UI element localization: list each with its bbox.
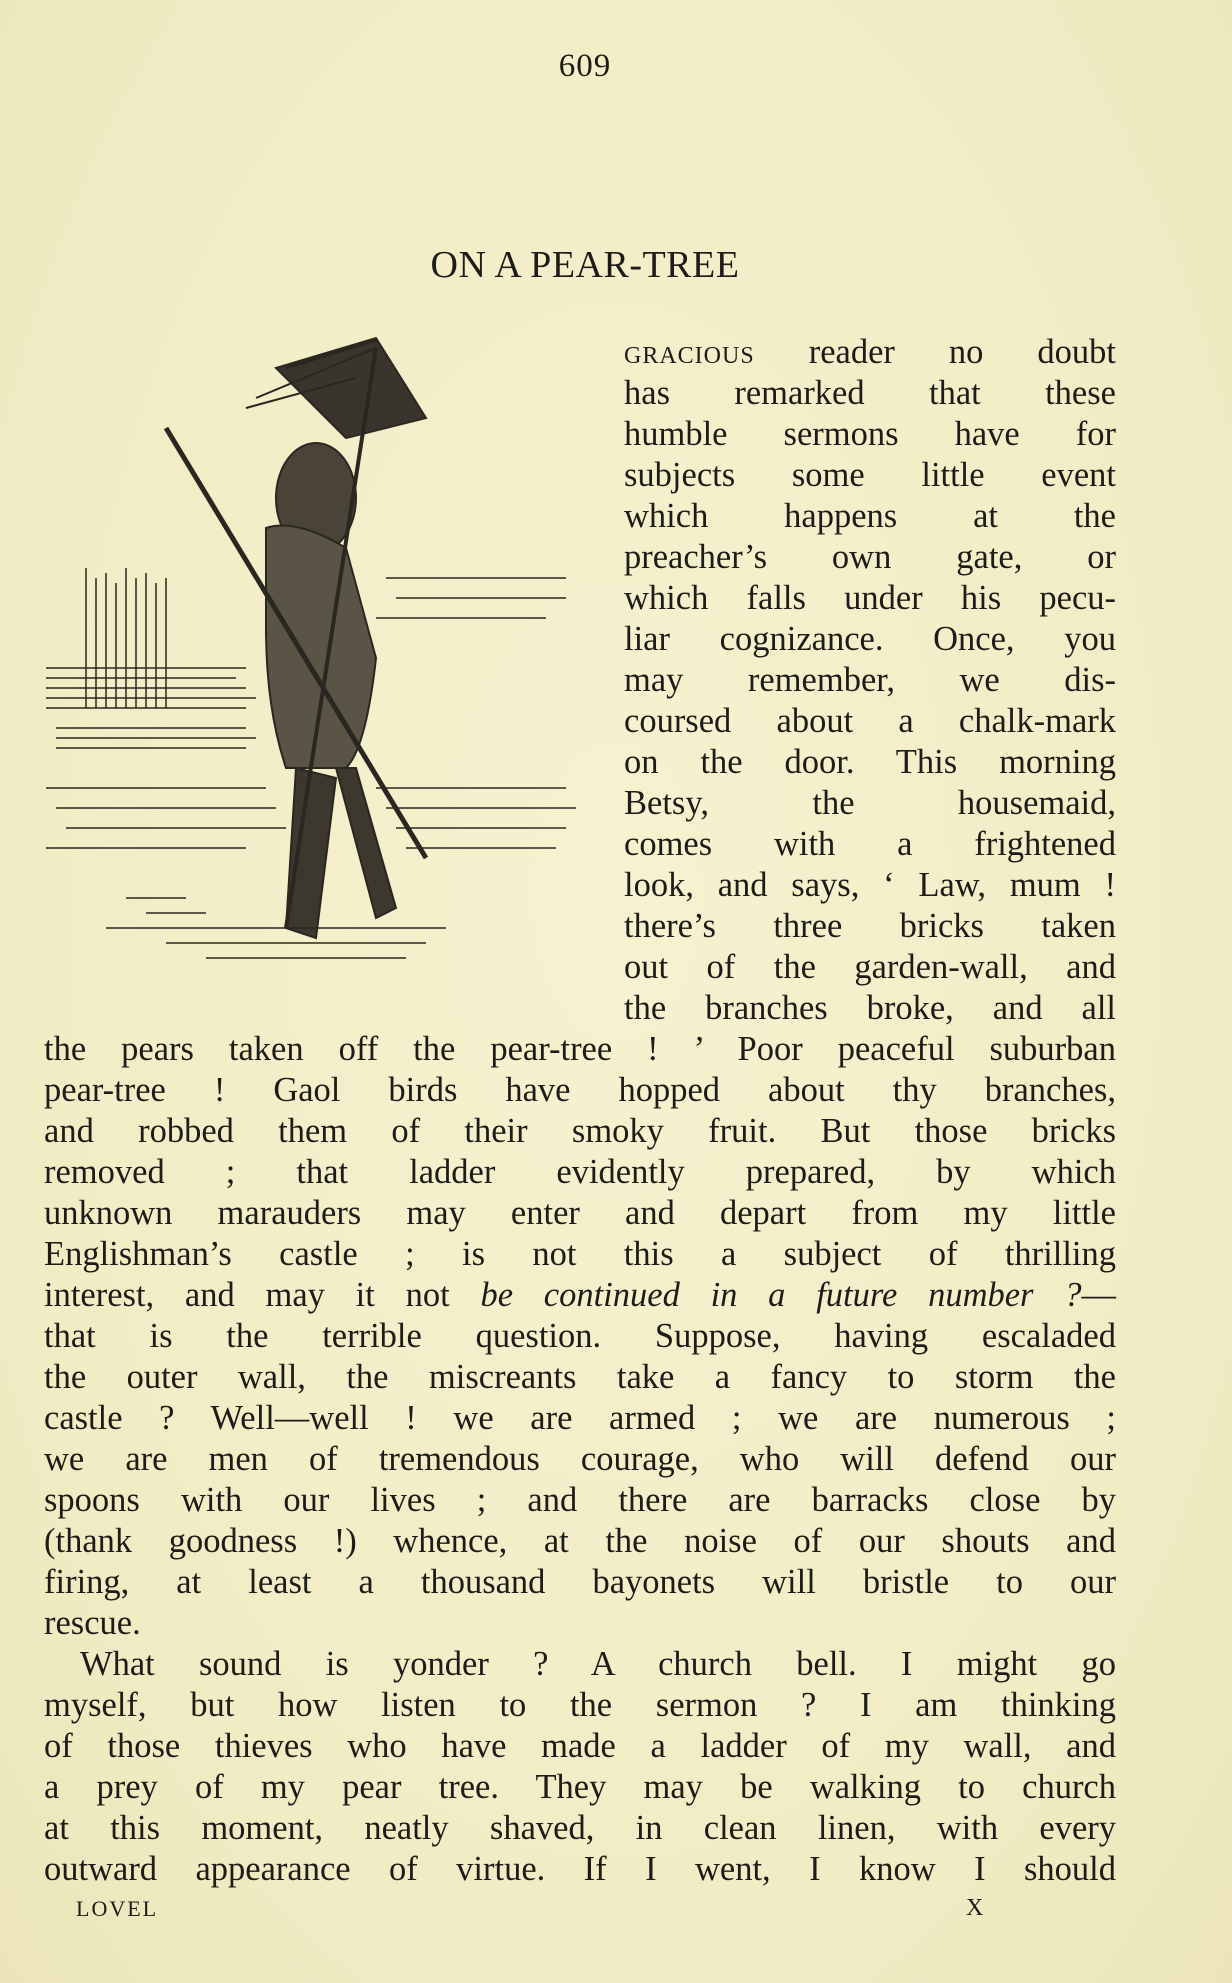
text-line-38: outward appearance of virtue. If I went, I know I should (44, 1850, 1116, 1888)
text-line-2: has remarked that these (624, 374, 1116, 412)
text-line-35: of those thieves who have made a ladder of my wall, and (44, 1727, 1116, 1765)
text-line-10: coursed about a chalk-mark (624, 702, 1116, 740)
text-line-14: look, and says, ‘ Law, mum ! (624, 866, 1116, 904)
text-line-4: subjects some little event (624, 456, 1116, 494)
text-line-37: at this moment, neatly shaved, in clean linen, with every (44, 1809, 1116, 1847)
text-line-9: may remember, we dis- (624, 661, 1116, 699)
signature-mark: LOVEL (76, 1896, 159, 1921)
text-line-1: gracious reader no doubt (624, 333, 1116, 371)
text-line-7: which falls under his pecu- (624, 579, 1116, 617)
text-line-15: there’s three bricks taken (624, 907, 1116, 945)
page-number: 609 (558, 48, 612, 84)
pear-thief-engraving-icon (46, 328, 586, 978)
text-line-18: the pears taken off the pear-tree ! ’ Poor peaceful suburban (44, 1030, 1116, 1068)
text-line-34: myself, but how listen to the sermon ? I am thinking (44, 1686, 1116, 1724)
text-line-36: a prey of my pear tree. They may be walking to church (44, 1768, 1116, 1806)
text-line-33: What sound is yonder ? A church bell. I might go (80, 1645, 1116, 1683)
gathering-mark: X (966, 1895, 984, 1921)
text-line-5: which happens at the (624, 497, 1116, 535)
text-line-28: we are men of tremendous courage, who will defend our (44, 1440, 1116, 1478)
text-line-11: on the door. This morning (624, 743, 1116, 781)
text-line-20: and robbed them of their smoky fruit. But those bricks (44, 1112, 1116, 1150)
text-line-26: the outer wall, the miscreants take a fancy to storm the (44, 1358, 1116, 1396)
text-line-23: Englishman’s castle ; is not this a subject of thrilling (44, 1235, 1116, 1273)
text-line-16: out of the garden-wall, and (624, 948, 1116, 986)
text-line-17: the branches broke, and all (624, 989, 1116, 1027)
dropcap-word: gracious (624, 333, 755, 371)
text-line-22: unknown marauders may enter and depart from my little (44, 1194, 1116, 1232)
text-line-29: spoons with our lives ; and there are barracks close by (44, 1481, 1116, 1519)
text-line-19: pear-tree ! Gaol birds have hopped about thy branches, (44, 1071, 1116, 1109)
text-line-30: (thank goodness !) whence, at the noise of our shouts and (44, 1522, 1116, 1560)
text-line-12: Betsy, the housemaid, (624, 784, 1116, 822)
text-line-13: comes with a frightened (624, 825, 1116, 863)
text-line-27: castle ? Well—well ! we are armed ; we are numerous ; (44, 1399, 1116, 1437)
text-line-6: preacher’s own gate, or (624, 538, 1116, 576)
text-line-25: that is the terrible question. Suppose, having escaladed (44, 1317, 1116, 1355)
text-line-8: liar cognizance. Once, you (624, 620, 1116, 658)
text-line-31: firing, at least a thousand bayonets will bristle to our (44, 1563, 1116, 1601)
text-line-24: interest, and may it not be continued in a future number ?— (44, 1276, 1116, 1314)
chapter-title: ON A PEAR-TREE (430, 244, 740, 286)
text-line-21: removed ; that ladder evidently prepared, by which (44, 1153, 1116, 1191)
text-line-32: rescue. (44, 1604, 141, 1642)
text-line-3: humble sermons have for (624, 415, 1116, 453)
